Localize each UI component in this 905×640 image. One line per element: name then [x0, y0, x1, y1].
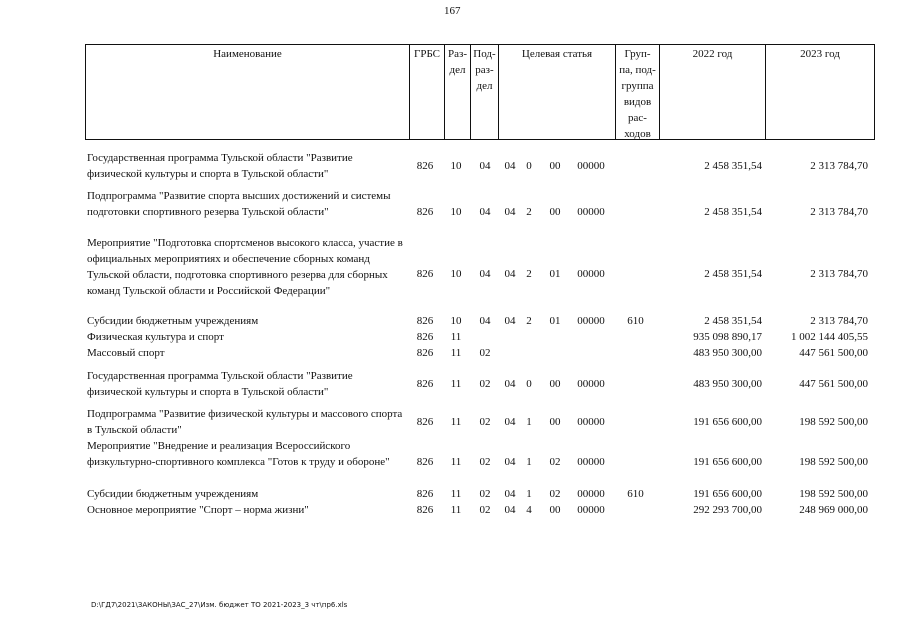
- row-target-event: 00: [549, 206, 561, 218]
- row-target-subprogram: 1: [526, 416, 532, 428]
- row-amount-2023: 447 561 500,00: [799, 347, 868, 359]
- row-grbs: 826: [416, 315, 434, 327]
- row-razdel: 11: [450, 331, 462, 343]
- row-podrazdel: 02: [479, 416, 491, 428]
- row-target-subprogram: 1: [526, 456, 532, 468]
- file-path-footer: D:\ГД7\2021\ЗАКОНЫ\ЗАС_27\Изм. бюджет ТО 2021-2023_3 чт\пр6.xls: [91, 601, 348, 609]
- row-group: 610: [627, 488, 644, 500]
- row-razdel: 10: [450, 268, 462, 280]
- row-target-event: 00: [549, 504, 561, 516]
- row-razdel: 11: [450, 488, 462, 500]
- row-podrazdel: 02: [479, 456, 491, 468]
- row-amount-2023: 198 592 500,00: [799, 456, 868, 468]
- row-target-event: 02: [549, 456, 561, 468]
- row-amount-2022: 2 458 351,54: [704, 268, 762, 280]
- header-year-2022: 2022 год: [660, 45, 766, 139]
- row-target-subprogram: 2: [526, 315, 532, 327]
- row-grbs: 826: [416, 416, 434, 428]
- row-target-direction: 00000: [577, 416, 605, 428]
- row-amount-2022: 2 458 351,54: [704, 315, 762, 327]
- row-name: Государственная программа Тульской области "Развитие физической культуры и спорта в Тульской области": [87, 370, 353, 398]
- row-target-direction: 00000: [577, 488, 605, 500]
- row-target-direction: 00000: [577, 206, 605, 218]
- row-razdel: 10: [450, 206, 462, 218]
- row-podrazdel: 04: [479, 315, 491, 327]
- row-target-event: 00: [549, 160, 561, 172]
- row-name: Государственная программа Тульской области "Развитие физической культуры и спорта в Тульской области": [87, 152, 353, 180]
- row-target-event: 01: [549, 268, 561, 280]
- header-target-article: Целевая статья: [499, 45, 616, 139]
- table-header: [85, 44, 875, 140]
- row-amount-2022: 483 950 300,00: [693, 347, 762, 359]
- row-target-subprogram: 0: [526, 160, 532, 172]
- row-grbs: 826: [416, 331, 434, 343]
- header-group: Груп- па, под- группа видов рас- ходов: [616, 45, 660, 139]
- row-amount-2023: 2 313 784,70: [810, 268, 868, 280]
- row-podrazdel: 02: [479, 347, 491, 359]
- row-podrazdel: 04: [479, 268, 491, 280]
- row-amount-2022: 191 656 600,00: [693, 456, 762, 468]
- row-amount-2023: 198 592 500,00: [799, 416, 868, 428]
- row-name: Мероприятие "Подготовка спортсменов высокого класса, участие в официальных мероприятиях и обеспечение сборных команд Тульской области, подготовка спортивного резерва для сборных команд Тульской области и Российской Федерации": [87, 237, 403, 297]
- row-grbs: 826: [416, 268, 434, 280]
- row-amount-2022: 2 458 351,54: [704, 160, 762, 172]
- row-target-subprogram: 2: [526, 268, 532, 280]
- row-target-event: 00: [549, 416, 561, 428]
- row-target-program: 04: [504, 268, 516, 280]
- row-amount-2022: 935 098 890,17: [693, 331, 762, 343]
- row-razdel: 10: [450, 160, 462, 172]
- row-target-program: 04: [504, 456, 516, 468]
- row-target-subprogram: 4: [526, 504, 532, 516]
- row-target-event: 01: [549, 315, 561, 327]
- row-target-subprogram: 0: [526, 378, 532, 390]
- row-grbs: 826: [416, 160, 434, 172]
- header-razdel: Раз- дел: [445, 45, 471, 139]
- row-razdel: 11: [450, 456, 462, 468]
- row-amount-2022: 292 293 700,00: [693, 504, 762, 516]
- row-amount-2023: 447 561 500,00: [799, 378, 868, 390]
- row-podrazdel: 04: [479, 160, 491, 172]
- row-target-direction: 00000: [577, 268, 605, 280]
- row-amount-2023: 248 969 000,00: [799, 504, 868, 516]
- row-target-program: 04: [504, 416, 516, 428]
- row-grbs: 826: [416, 378, 434, 390]
- row-amount-2022: 191 656 600,00: [693, 416, 762, 428]
- row-podrazdel: 04: [479, 206, 491, 218]
- row-name: Подпрограмма "Развитие физической культуры и массового спорта в Тульской области": [87, 408, 403, 436]
- row-grbs: 826: [416, 206, 434, 218]
- row-group: 610: [627, 315, 644, 327]
- row-target-event: 02: [549, 488, 561, 500]
- row-target-direction: 00000: [577, 456, 605, 468]
- page-number: 167: [444, 5, 461, 17]
- row-name: Основное мероприятие "Спорт – норма жизни": [87, 504, 309, 516]
- row-amount-2023: 198 592 500,00: [799, 488, 868, 500]
- row-name: Субсидии бюджетным учреждениям: [87, 315, 259, 327]
- row-name: Подпрограмма "Развитие спорта высших достижений и системы подготовки спортивного резерва Тульской области": [87, 190, 391, 218]
- row-target-program: 04: [504, 315, 516, 327]
- row-name: Мероприятие "Внедрение и реализация Всероссийского физкультурно-спортивного комплекса "Готов к труду и обороне": [87, 440, 390, 468]
- row-target-direction: 00000: [577, 160, 605, 172]
- row-amount-2023: 2 313 784,70: [810, 206, 868, 218]
- row-name: Субсидии бюджетным учреждениям: [87, 488, 259, 500]
- row-target-event: 00: [549, 378, 561, 390]
- row-razdel: 11: [450, 504, 462, 516]
- row-amount-2022: 191 656 600,00: [693, 488, 762, 500]
- header-year-2023: 2023 год: [800, 48, 840, 60]
- header-grbs: ГРБС: [410, 45, 445, 139]
- row-razdel: 11: [450, 416, 462, 428]
- header-name: Наименование: [86, 45, 410, 139]
- row-name: Массовый спорт: [87, 347, 165, 359]
- header-podrazdel: Под- раз- дел: [471, 45, 499, 139]
- row-target-program: 04: [504, 206, 516, 218]
- row-target-subprogram: 2: [526, 206, 532, 218]
- row-podrazdel: 02: [479, 504, 491, 516]
- row-amount-2022: 483 950 300,00: [693, 378, 762, 390]
- row-target-program: 04: [504, 160, 516, 172]
- row-razdel: 11: [450, 347, 462, 359]
- row-name: Физическая культура и спорт: [87, 331, 224, 343]
- row-razdel: 11: [450, 378, 462, 390]
- row-target-subprogram: 1: [526, 488, 532, 500]
- row-target-program: 04: [504, 504, 516, 516]
- row-amount-2022: 2 458 351,54: [704, 206, 762, 218]
- row-grbs: 826: [416, 488, 434, 500]
- row-target-direction: 00000: [577, 315, 605, 327]
- row-target-direction: 00000: [577, 504, 605, 516]
- row-amount-2023: 2 313 784,70: [810, 315, 868, 327]
- row-amount-2023: 2 313 784,70: [810, 160, 868, 172]
- row-target-program: 04: [504, 488, 516, 500]
- row-podrazdel: 02: [479, 488, 491, 500]
- row-target-direction: 00000: [577, 378, 605, 390]
- row-razdel: 10: [450, 315, 462, 327]
- row-grbs: 826: [416, 347, 434, 359]
- row-grbs: 826: [416, 504, 434, 516]
- row-grbs: 826: [416, 456, 434, 468]
- row-target-program: 04: [504, 378, 516, 390]
- row-amount-2023: 1 002 144 405,55: [791, 331, 868, 343]
- row-podrazdel: 02: [479, 378, 491, 390]
